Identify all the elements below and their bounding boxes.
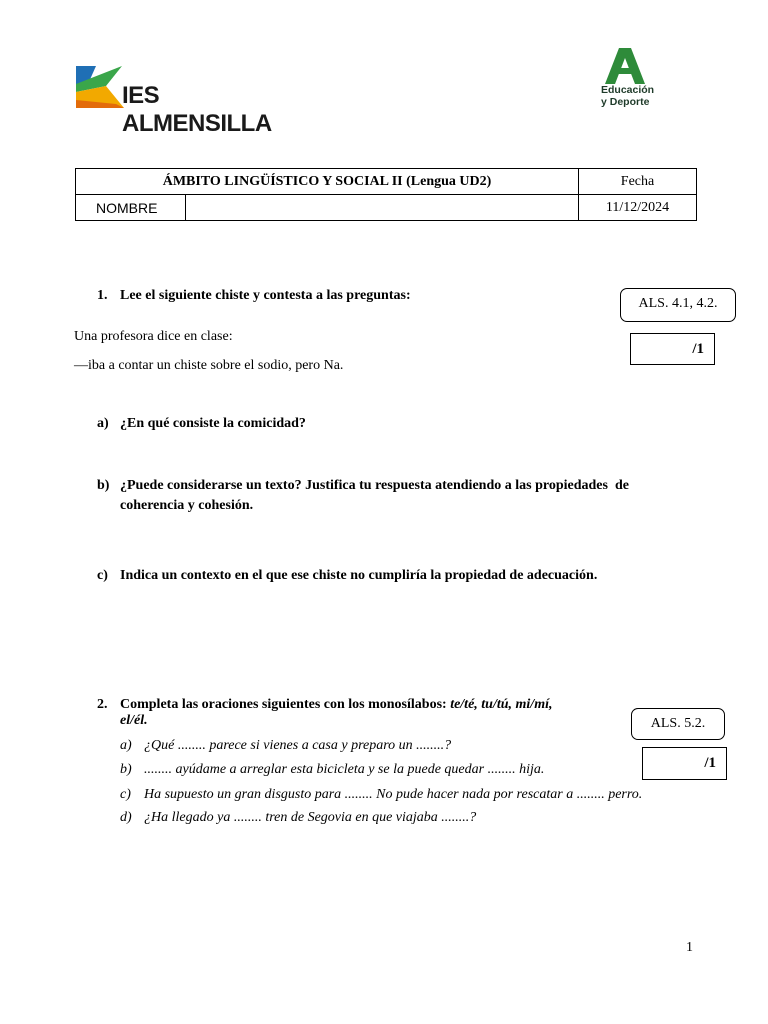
school-logo — [76, 64, 276, 137]
q1-als-badge: ALS. 4.1, 4.2. — [620, 288, 736, 322]
school-logo-icon — [76, 64, 126, 110]
q1-joke-line1: Una profesora dice en clase: — [74, 329, 233, 344]
q1c-label: c) — [97, 568, 108, 583]
junta-line1: Educación — [601, 84, 655, 96]
q2-text — [120, 697, 620, 713]
q2-item-text-d: ¿Ha llegado ya ........ tren de Segovia en que viajaba ........? — [144, 810, 477, 825]
fecha-value: 11/12/2024 — [579, 195, 697, 221]
q1-joke-line2: —iba a contar un chiste sobre el sodio, pero Na. — [74, 358, 344, 373]
q1b-text-line1: ¿Puede considerarse un texto? Justifica tu respuesta atendiendo a las propiedades de — [120, 478, 629, 493]
q2-score-box: /1 — [642, 747, 727, 780]
q2-item-text-b: ........ ayúdame a arreglar esta bicicleta y se la puede quedar ........ hija. — [144, 762, 545, 777]
q2-item-text-a: ¿Qué ........ parece si vienes a casa y preparo un ........? — [144, 738, 452, 753]
q1a-text: ¿En qué consiste la comicidad? — [120, 416, 306, 431]
q1-score-box: /1 — [630, 333, 715, 365]
header-table — [75, 168, 697, 221]
q1b-label: b) — [97, 478, 110, 493]
q2-text-italic: te/té, tu/tú, mi/mí, — [450, 697, 553, 712]
q1-text: Lee el siguiente chiste y contesta a las preguntas: — [120, 288, 411, 303]
junta-logo — [597, 48, 657, 110]
q2-item-text-c: Ha supuesto un gran disgusto para ........ No pude hacer nada por rescatar a ........ perro. — [144, 787, 643, 802]
q2-item-label-c: c) — [120, 787, 131, 802]
q1b-text-line2: coherencia y cohesión. — [120, 498, 254, 513]
q2-item-label-a: a) — [120, 738, 132, 753]
page-number: 1 — [686, 940, 693, 955]
q1-number: 1. — [97, 288, 108, 303]
nombre-field[interactable] — [186, 195, 579, 221]
q1a-label: a) — [97, 416, 109, 431]
junta-line2: y Deporte — [601, 96, 650, 108]
school-name: IES ALMENSILLA — [122, 82, 272, 137]
q2-number: 2. — [97, 697, 108, 712]
q2-als-badge: ALS. 5.2. — [631, 708, 725, 740]
q1c-text: Indica un contexto en el que ese chiste no cumpliría la propiedad de adecuación. — [120, 568, 598, 583]
fecha-label: Fecha — [579, 169, 697, 195]
junta-logo-icon — [605, 48, 645, 84]
q2-item-label-d: d) — [120, 810, 132, 825]
q2-text-line2: el/él. — [120, 713, 148, 728]
subject-title: ÁMBITO LINGÜÍSTICO Y SOCIAL II (Lengua UD2) — [76, 169, 579, 195]
q2-item-label-b: b) — [120, 762, 132, 777]
nombre-label: NOMBRE — [76, 195, 186, 221]
q2-text-line1: Completa las oraciones siguientes con los monosílabos: — [120, 697, 447, 712]
